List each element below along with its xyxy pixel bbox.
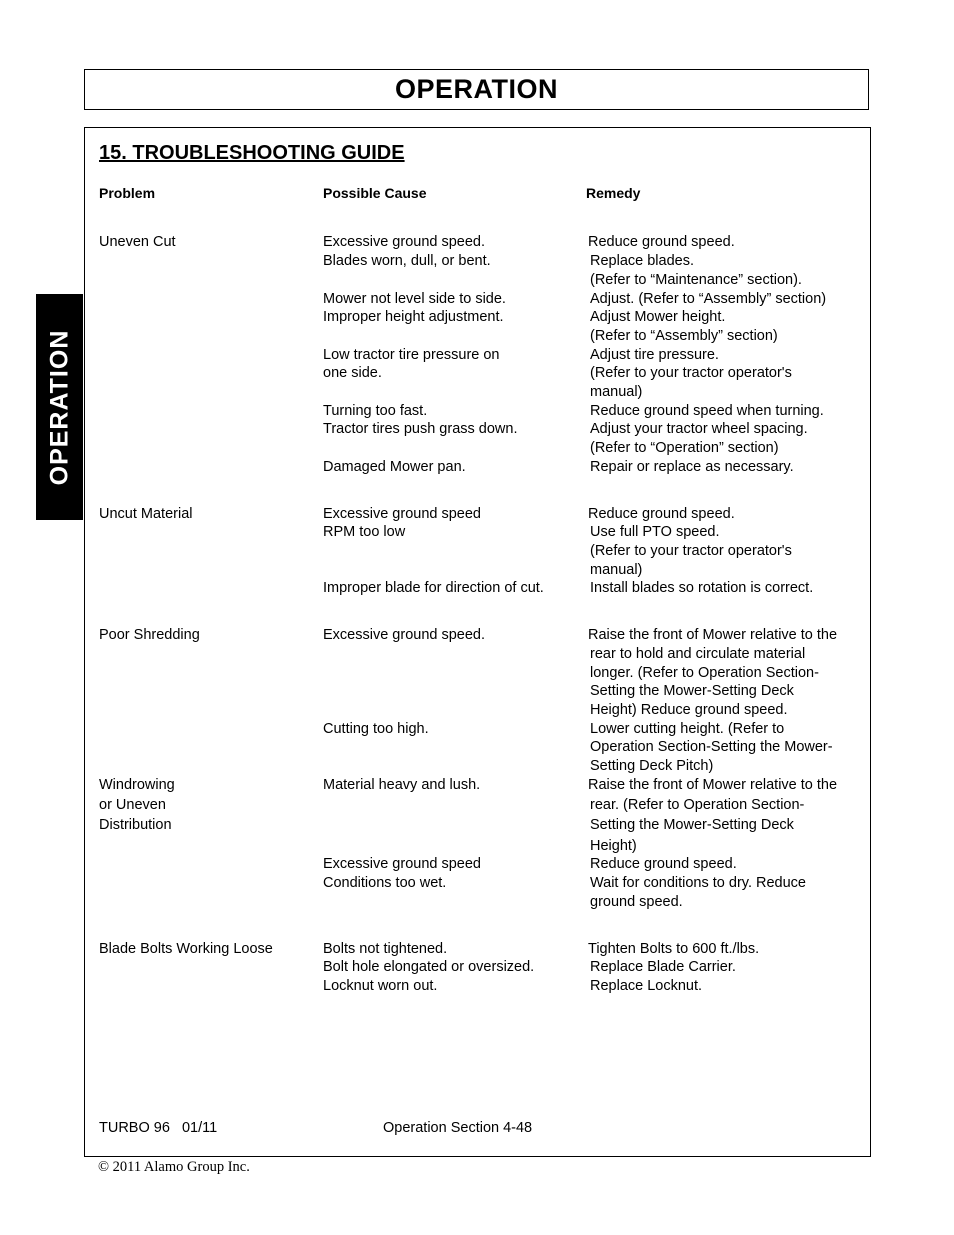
problem-label: or Uneven xyxy=(99,797,166,813)
remedy-line: Reduce ground speed. xyxy=(588,234,735,250)
remedy-line: Raise the front of Mower relative to the xyxy=(588,777,838,793)
column-header-cause: Possible Cause xyxy=(323,185,427,201)
problem-label: Windrowing xyxy=(99,777,175,793)
remedy-line: rear. (Refer to Operation Section- xyxy=(590,797,805,813)
remedy-line: Height) Reduce ground speed. xyxy=(590,702,788,718)
remedy-line: (Refer to your tractor operator's xyxy=(590,365,792,381)
side-tab-label: OPERATION xyxy=(45,329,74,485)
cause-line: Low tractor tire pressure on xyxy=(323,347,500,363)
problem-label: Uneven Cut xyxy=(99,234,176,250)
remedy-line: Setting the Mower-Setting Deck xyxy=(590,817,794,833)
copyright-notice: © 2011 Alamo Group Inc. xyxy=(98,1159,250,1175)
remedy-line: rear to hold and circulate material xyxy=(590,646,806,662)
remedy-line: Replace Locknut. xyxy=(590,978,703,994)
problem-label: Uncut Material xyxy=(99,506,193,522)
remedy-line: Replace blades. xyxy=(590,253,694,269)
section-title: 15. TROUBLESHOOTING GUIDE xyxy=(99,142,405,164)
remedy-line: manual) xyxy=(590,562,643,578)
remedy-line: Use full PTO speed. xyxy=(590,524,720,540)
remedy-line: Install blades so rotation is correct. xyxy=(590,580,814,596)
column-header-problem: Problem xyxy=(99,185,156,201)
remedy-line: Wait for conditions to dry. Reduce xyxy=(590,875,806,891)
problem-label: Blade Bolts Working Loose xyxy=(99,941,273,957)
troubleshooting-content xyxy=(84,127,871,1157)
remedy-line: Adjust Mower height. xyxy=(590,309,726,325)
remedy-line: Height) xyxy=(590,838,637,854)
remedy-line: Repair or replace as necessary. xyxy=(590,459,794,475)
remedy-line: Adjust tire pressure. xyxy=(590,347,719,363)
cause-line: Conditions too wet. xyxy=(323,875,447,891)
side-section-tab xyxy=(36,294,83,520)
cause-line: Excessive ground speed. xyxy=(323,234,486,250)
remedy-line: ground speed. xyxy=(590,894,683,910)
cause-line: Excessive ground speed xyxy=(323,856,481,872)
cause-line: RPM too low xyxy=(323,524,406,540)
cause-line: Bolts not tightened. xyxy=(323,941,448,957)
remedy-line: Reduce ground speed. xyxy=(590,856,737,872)
cause-line: one side. xyxy=(323,365,382,381)
cause-line: Blades worn, dull, or bent. xyxy=(323,253,491,269)
remedy-line: Setting the Mower-Setting Deck xyxy=(590,683,794,699)
cause-line: Improper height adjustment. xyxy=(323,309,504,325)
remedy-line: longer. (Refer to Operation Section- xyxy=(590,665,819,681)
remedy-line: (Refer to your tractor operator's xyxy=(590,543,792,559)
column-header-remedy: Remedy xyxy=(586,185,641,201)
remedy-line: Adjust. (Refer to “Assembly” section) xyxy=(590,291,827,307)
remedy-line: Lower cutting height. (Refer to xyxy=(590,721,785,737)
remedy-line: (Refer to “Operation” section) xyxy=(590,440,779,456)
remedy-line: manual) xyxy=(590,384,643,400)
cause-line: Mower not level side to side. xyxy=(323,291,506,307)
problem-label: Poor Shredding xyxy=(99,627,200,643)
page-header-title: OPERATION xyxy=(394,74,558,104)
remedy-line: Reduce ground speed when turning. xyxy=(590,403,824,419)
remedy-line: Operation Section-Setting the Mower- xyxy=(590,739,833,755)
cause-line: Tractor tires push grass down. xyxy=(323,421,518,437)
cause-line: Cutting too high. xyxy=(323,721,429,737)
footer-page-number: Operation Section 4-48 xyxy=(383,1120,533,1136)
cause-line: Material heavy and lush. xyxy=(323,777,481,793)
cause-line: Damaged Mower pan. xyxy=(323,459,466,475)
remedy-line: Tighten Bolts to 600 ft./lbs. xyxy=(588,941,760,957)
problem-label: Distribution xyxy=(99,817,172,833)
remedy-line: Replace Blade Carrier. xyxy=(590,959,736,975)
remedy-line: Reduce ground speed. xyxy=(588,506,735,522)
cause-line: Bolt hole elongated or oversized. xyxy=(323,959,535,975)
cause-line: Turning too fast. xyxy=(323,403,428,419)
cause-line: Locknut worn out. xyxy=(323,978,438,994)
remedy-line: Setting Deck Pitch) xyxy=(590,758,714,774)
remedy-line: (Refer to “Maintenance” section). xyxy=(590,272,802,288)
remedy-line: (Refer to “Assembly” section) xyxy=(590,328,778,344)
cause-line: Excessive ground speed xyxy=(323,506,481,522)
remedy-line: Adjust your tractor wheel spacing. xyxy=(590,421,808,437)
footer-model-date: TURBO 96 01/11 xyxy=(99,1120,218,1136)
remedy-line: Raise the front of Mower relative to the xyxy=(588,627,838,643)
header-box xyxy=(84,69,869,110)
cause-line: Improper blade for direction of cut. xyxy=(323,580,544,596)
cause-line: Excessive ground speed. xyxy=(323,627,486,643)
